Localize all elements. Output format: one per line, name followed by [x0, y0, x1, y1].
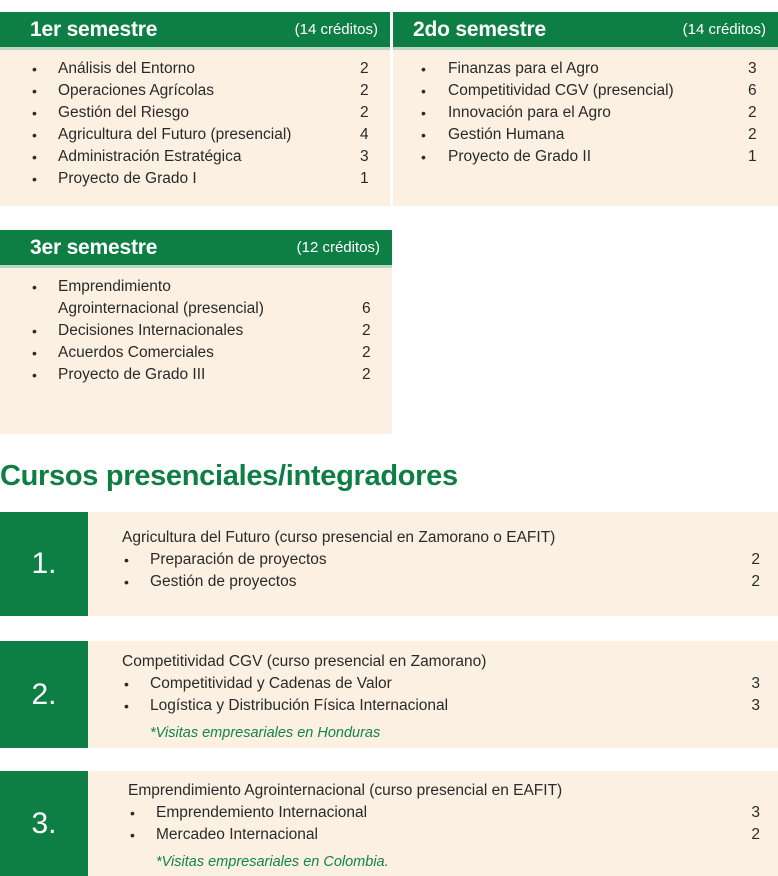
list-item	[0, 364, 392, 386]
semester-3-header	[0, 230, 392, 268]
course-item-list	[128, 802, 760, 846]
item-name: • Preparación de proyectos	[150, 551, 327, 568]
course-name: • Acuerdos Comerciales	[58, 344, 214, 361]
course-credits: 1	[360, 170, 369, 187]
semester-2-header	[393, 12, 778, 50]
course-credits: 2	[360, 104, 369, 121]
course-name: • Administración Estratégica	[58, 148, 242, 165]
semester-title: 3er semestre	[30, 235, 158, 259]
list-item	[122, 673, 760, 695]
course-name: • Operaciones Agrícolas	[58, 82, 214, 99]
course-name: • Gestión Humana	[448, 126, 565, 143]
list-item	[0, 320, 392, 342]
semester-2-panel	[393, 12, 778, 206]
course-credits: 6	[748, 82, 757, 99]
course-number: 3.	[0, 771, 88, 876]
list-item	[0, 80, 390, 102]
course-name: • Gestión del Riesgo	[58, 104, 189, 121]
course-item-list	[122, 673, 760, 717]
item-credits: 2	[751, 826, 760, 843]
semester-credits: (14 créditos)	[682, 21, 766, 38]
course-credits: 6	[362, 300, 371, 317]
course-name: • Agricultura del Futuro (presencial)	[58, 126, 292, 143]
semester-credits: (12 créditos)	[296, 239, 380, 256]
semester-credits: (14 créditos)	[294, 21, 378, 38]
item-credits: 3	[751, 675, 760, 692]
course-name: Agrointernacional (presencial)	[58, 300, 264, 317]
list-item	[393, 102, 778, 124]
course-name: • Proyecto de Grado III	[58, 366, 206, 383]
item-credits: 3	[751, 804, 760, 821]
course-name: • Competitividad CGV (presencial)	[448, 82, 674, 99]
semester-3-panel	[0, 230, 392, 434]
semester-1-course-list	[0, 50, 390, 190]
course-item-list	[122, 549, 760, 593]
list-item	[0, 342, 392, 364]
course-credits: 1	[748, 148, 757, 165]
semester-title: 2do semestre	[413, 17, 547, 41]
item-credits: 3	[751, 697, 760, 714]
list-item	[0, 146, 390, 168]
course-note: *Visitas empresariales en Colombia.	[156, 854, 389, 870]
list-item	[393, 124, 778, 146]
course-body	[122, 527, 760, 593]
section-title: Cursos presenciales/integradores	[0, 460, 458, 492]
course-credits: 3	[360, 148, 369, 165]
course-title: Emprendimiento Agrointernacional (curso presencial en EAFIT)	[128, 782, 563, 799]
semester-2-course-list	[393, 50, 778, 168]
course-name: • Emprendimiento	[58, 278, 171, 295]
course-name: • Análisis del Entorno	[58, 60, 195, 77]
integrator-course-3	[0, 771, 778, 876]
item-name: • Emprendemiento Internacional	[156, 804, 368, 821]
list-item	[0, 58, 390, 80]
list-item	[0, 276, 392, 298]
semester-1-panel	[0, 12, 390, 206]
course-name: • Finanzas para el Agro	[448, 60, 599, 77]
item-credits: 2	[751, 573, 760, 590]
list-item	[393, 146, 778, 168]
course-name: • Proyecto de Grado II	[448, 148, 592, 165]
item-name: • Gestión de proyectos	[150, 573, 297, 590]
list-item	[122, 571, 760, 593]
course-credits: 2	[362, 344, 371, 361]
course-body	[128, 780, 760, 870]
list-item	[128, 802, 760, 824]
course-credits: 2	[748, 126, 757, 143]
list-item	[0, 168, 390, 190]
list-item	[122, 695, 760, 717]
semester-3-course-list	[0, 268, 392, 386]
list-item	[0, 124, 390, 146]
item-name: • Mercadeo Internacional	[156, 826, 318, 843]
course-title: Competitividad CGV (curso presencial en Zamorano)	[122, 653, 487, 670]
course-name: • Innovación para el Agro	[448, 104, 611, 121]
item-name: • Logística y Distribución Física Internacional	[150, 697, 449, 714]
course-credits: 2	[362, 366, 371, 383]
course-credits: 2	[362, 322, 371, 339]
course-title: Agricultura del Futuro (curso presencial en Zamorano o EAFIT)	[122, 529, 556, 546]
course-credits: 2	[360, 82, 369, 99]
course-note: *Visitas empresariales en Honduras	[150, 725, 381, 741]
integrator-course-1	[0, 512, 778, 616]
list-item	[128, 824, 760, 846]
course-number: 2.	[0, 641, 88, 748]
list-item	[0, 102, 390, 124]
semester-1-header	[0, 12, 390, 50]
course-credits: 2	[360, 60, 369, 77]
item-name: • Competitividad y Cadenas de Valor	[150, 675, 392, 692]
course-number: 1.	[0, 512, 88, 616]
integrator-course-2	[0, 641, 778, 748]
course-credits: 3	[748, 60, 757, 77]
course-name: • Proyecto de Grado I	[58, 170, 197, 187]
course-body	[122, 651, 760, 741]
course-credits: 2	[748, 104, 757, 121]
semester-title: 1er semestre	[30, 17, 158, 41]
list-item	[393, 58, 778, 80]
course-name: • Decisiones Internacionales	[58, 322, 244, 339]
list-item-continuation	[0, 298, 392, 320]
list-item	[122, 549, 760, 571]
list-item	[393, 80, 778, 102]
course-credits: 4	[360, 126, 369, 143]
item-credits: 2	[751, 551, 760, 568]
